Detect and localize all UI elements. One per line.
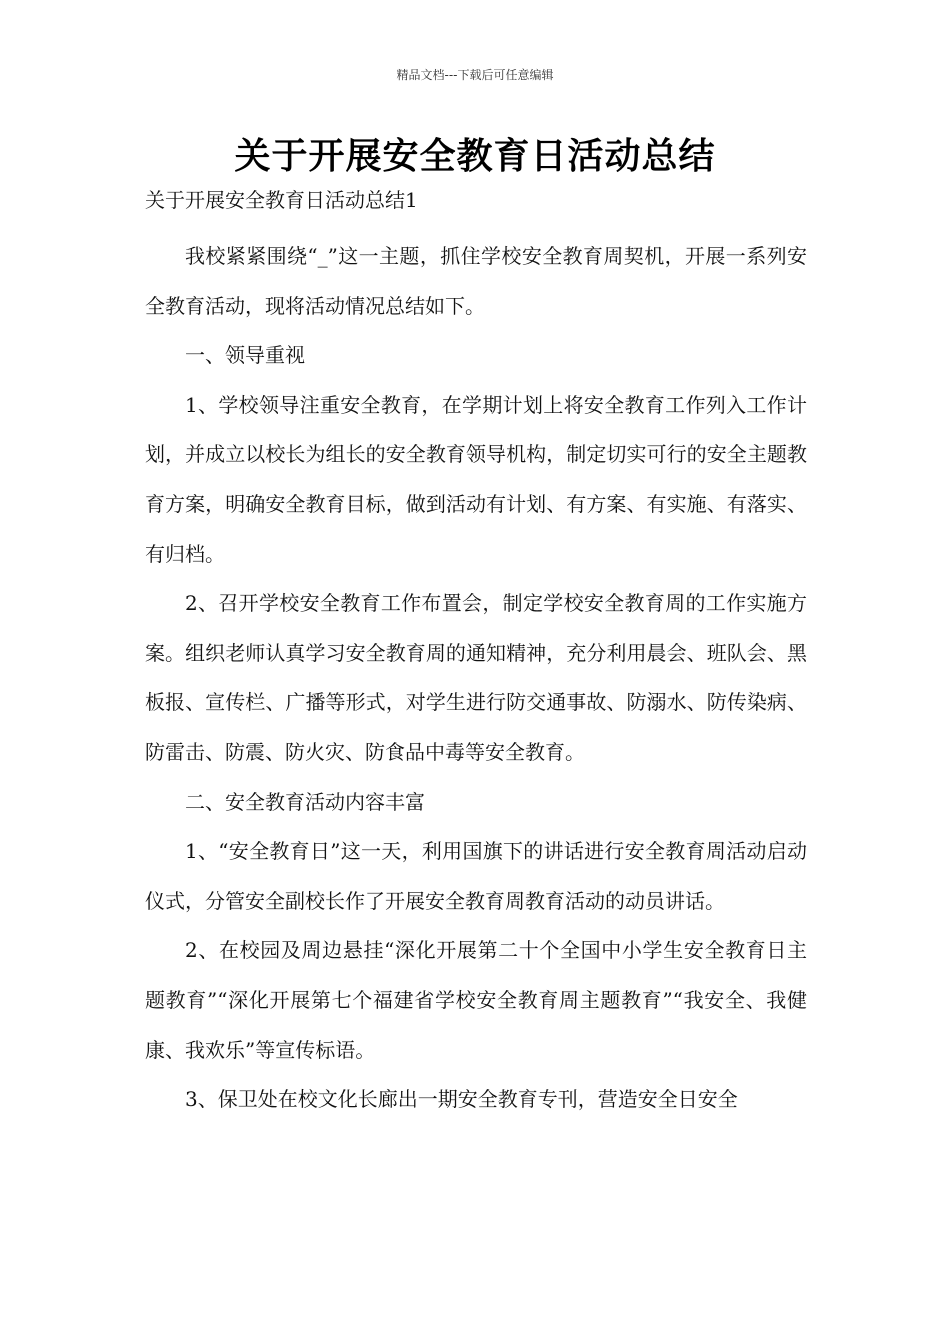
paragraph-item: 2、在校园及周边悬挂“深化开展第二十个全国中小学生安全教育日主题教育”“深化开展第七个福建省学校安全教育周主题教育”“我安全、我健康、我欢乐”等宣传标语。 xyxy=(145,938,807,1062)
paragraph-item: 2、召开学校安全教育工作布置会，制定学校安全教育周的工作实施方案。组织老师认真学习安全教育周的通知精神，充分利用晨会、班队会、黑板报、宣传栏、广播等形式，对学生进行防交通事故、防溺水、防传染病、防雷击、防震、防火灾、防食品中毒等安全教育。 xyxy=(145,591,807,764)
heading-activities: 二、安全教育活动内容丰富 xyxy=(185,789,425,814)
section-subtitle: 关于开展安全教育日活动总结1 xyxy=(145,188,418,212)
paragraph-item: 1、“安全教育日”这一天，利用国旗下的讲话进行安全教育周活动启动仪式，分管安全副校长作了开展安全教育周教育活动的动员讲话。 xyxy=(145,839,807,913)
document-body xyxy=(145,232,807,1125)
document-title: 关于开展安全教育日活动总结 xyxy=(234,136,716,177)
heading-leadership: 一、领导重视 xyxy=(185,343,305,368)
paragraph-item: 3、保卫处在校文化长廊出一期安全教育专刊，营造安全日安全 xyxy=(185,1087,738,1112)
paragraph-intro: 我校紧紧围绕“_”这一主题，抓住学校安全教育周契机，开展一系列安全教育活动，现将活动情况总结如下。 xyxy=(145,244,807,318)
paragraph-item: 1、学校领导注重安全教育，在学期计划上将安全教育工作列入工作计划，并成立以校长为组长的安全教育领导机构，制定切实可行的安全主题教育方案，明确安全教育目标，做到活动有计划、有方案、有实施、有落实、有归档。 xyxy=(145,392,807,566)
header-note: 精品文档---下载后可任意编辑 xyxy=(396,68,554,82)
